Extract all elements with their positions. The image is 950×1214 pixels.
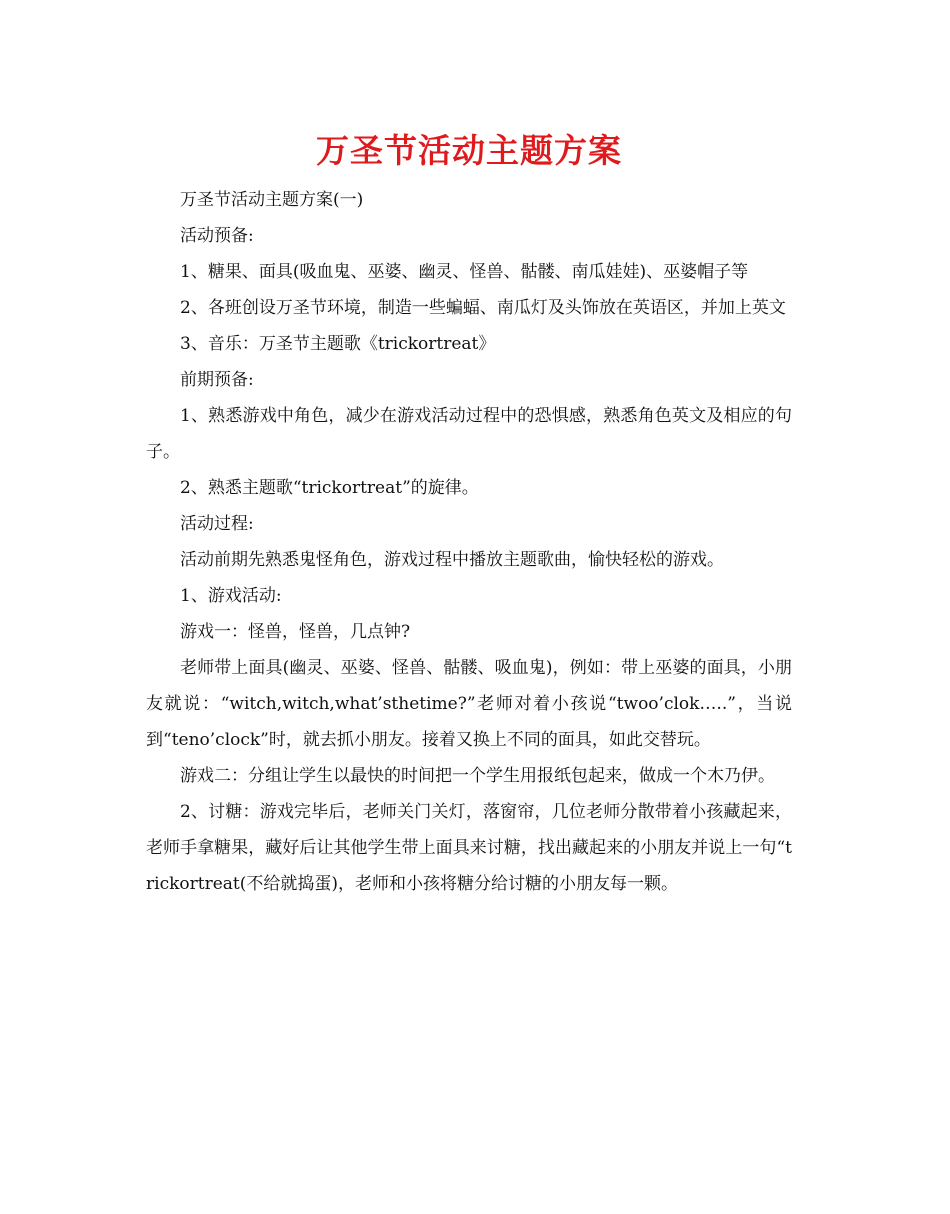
paragraph-preparation-heading: 活动预备: (180, 226, 254, 246)
paragraph-game-one-title: 游戏一：怪兽，怪兽，几点钟? (180, 622, 411, 642)
paragraph-process-intro: 活动前期先熟悉鬼怪角色，游戏过程中播放主题歌曲，愉快轻松的游戏。 (180, 550, 724, 570)
paragraph-game-two: 游戏二：分组让学生以最快的时间把一个学生用报纸包起来，做成一个木乃伊。 (180, 766, 775, 786)
paragraph-early-prep-heading: 前期预备: (180, 370, 254, 390)
document-body (146, 128, 792, 902)
document-title: 万圣节活动主题方案 (316, 131, 622, 170)
paragraph-section-heading: 万圣节活动主题方案(一) (180, 190, 364, 210)
paragraph-candy-activity: 2、讨糖：游戏完毕后，老师关门关灯，落窗帘，几位老师分散带着小孩藏起来，老师手拿糖果，藏好后让其他学生带上面具来讨糖，找出藏起来的小朋友并说上一句“trickortreat(不给就捣蛋)，老师和小孩将糖分给讨糖的小朋友每一颗。 (146, 802, 792, 894)
paragraph-process-heading: 活动过程: (180, 514, 254, 534)
paragraph-early-prep-item-1: 1、熟悉游戏中角色，减少在游戏活动过程中的恐惧感，熟悉角色英文及相应的句子。 (146, 406, 792, 462)
paragraph-prep-item-1: 1、糖果、面具(吸血鬼、巫婆、幽灵、怪兽、骷髅、南瓜娃娃)、巫婆帽子等 (180, 262, 749, 282)
paragraph-prep-item-3: 3、音乐：万圣节主题歌《trickortreat》 (180, 334, 496, 354)
paragraph-game-one-body: 老师带上面具(幽灵、巫婆、怪兽、骷髅、吸血鬼)，例如：带上巫婆的面具，小朋友就说：“witch,witch,what’sthetime?”老师对着小孩说“twoo’clok…..”，当说到“teno’clock”时，就去抓小朋友。接着又换上不同的面具，如此交替玩。 (146, 658, 792, 750)
paragraph-early-prep-item-2: 2、熟悉主题歌“trickortreat”的旋律。 (180, 478, 479, 498)
paragraph-prep-item-2: 2、各班创设万圣节环境，制造一些蝙蝠、南瓜灯及头饰放在英语区，并加上英文 (180, 298, 786, 318)
paragraph-game-activity-heading: 1、游戏活动: (180, 586, 282, 606)
